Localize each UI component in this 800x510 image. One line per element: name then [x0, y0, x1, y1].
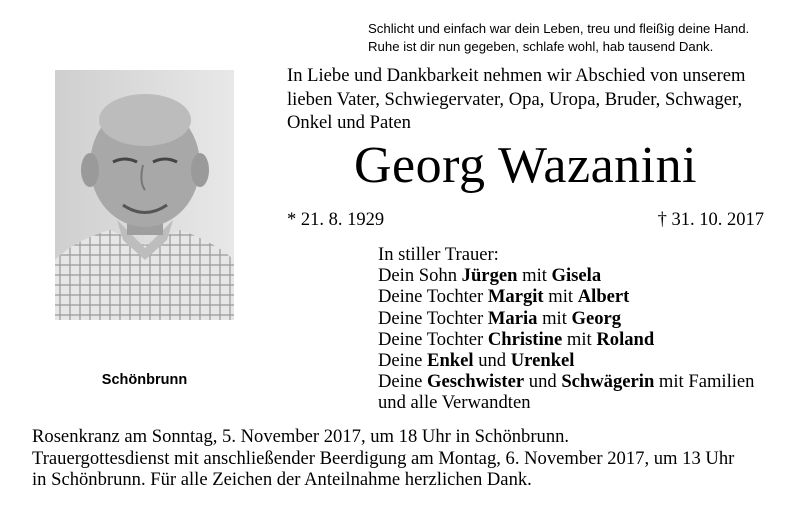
deceased-name: Georg Wazanini	[353, 137, 698, 194]
mourner-line: Deine Tochter Margit mit Albert	[378, 286, 630, 308]
poem-line: Ruhe ist dir nun gegeben, schlafe wohl, hab tausend Dank.	[368, 39, 714, 54]
place-label: Schönbrunn	[101, 372, 188, 388]
mourner-line: Deine Tochter Christine mit Roland	[378, 328, 655, 350]
intro-line: lieben Vater, Schwiegervater, Opa, Uropa, Bruder, Schwager,	[287, 88, 743, 110]
footer-line: Trauergottesdienst mit anschließender Beerdigung am Montag, 6. November 2017, um 13 Uhr	[32, 447, 735, 469]
mourners-heading: In stiller Trauer:	[378, 244, 499, 265]
poem	[368, 20, 778, 56]
footer-line: in Schönbrunn. Für alle Zeichen der Anteilnahme herzlichen Dank.	[32, 469, 532, 490]
mourner-line: Deine Enkel und Urenkel	[378, 350, 575, 372]
mourners-closing: und alle Verwandten	[378, 392, 531, 414]
mourner-line: Deine Tochter Maria mit Georg	[378, 307, 622, 329]
mourners-list	[378, 244, 778, 414]
intro-text	[287, 64, 777, 135]
portrait-image	[55, 70, 234, 320]
intro-line: Onkel und Paten	[287, 112, 411, 133]
death-date: † 31. 10. 2017	[657, 210, 764, 230]
birth-date: * 21. 8. 1929	[287, 210, 385, 230]
portrait-photo	[55, 70, 234, 320]
mourner-line: Dein Sohn Jürgen mit Gisela	[378, 265, 602, 287]
intro-line: In Liebe und Dankbarkeit nehmen wir Abschied von unserem	[287, 65, 746, 86]
mourner-line: Deine Geschwister und Schwägerin mit Familien	[378, 371, 755, 393]
poem-line: Schlicht und einfach war dein Leben, treu und fleißig deine Hand.	[368, 21, 750, 36]
service-details	[32, 426, 782, 491]
footer-line: Rosenkranz am Sonntag, 5. November 2017, um 18 Uhr in Schönbrunn.	[32, 426, 570, 447]
